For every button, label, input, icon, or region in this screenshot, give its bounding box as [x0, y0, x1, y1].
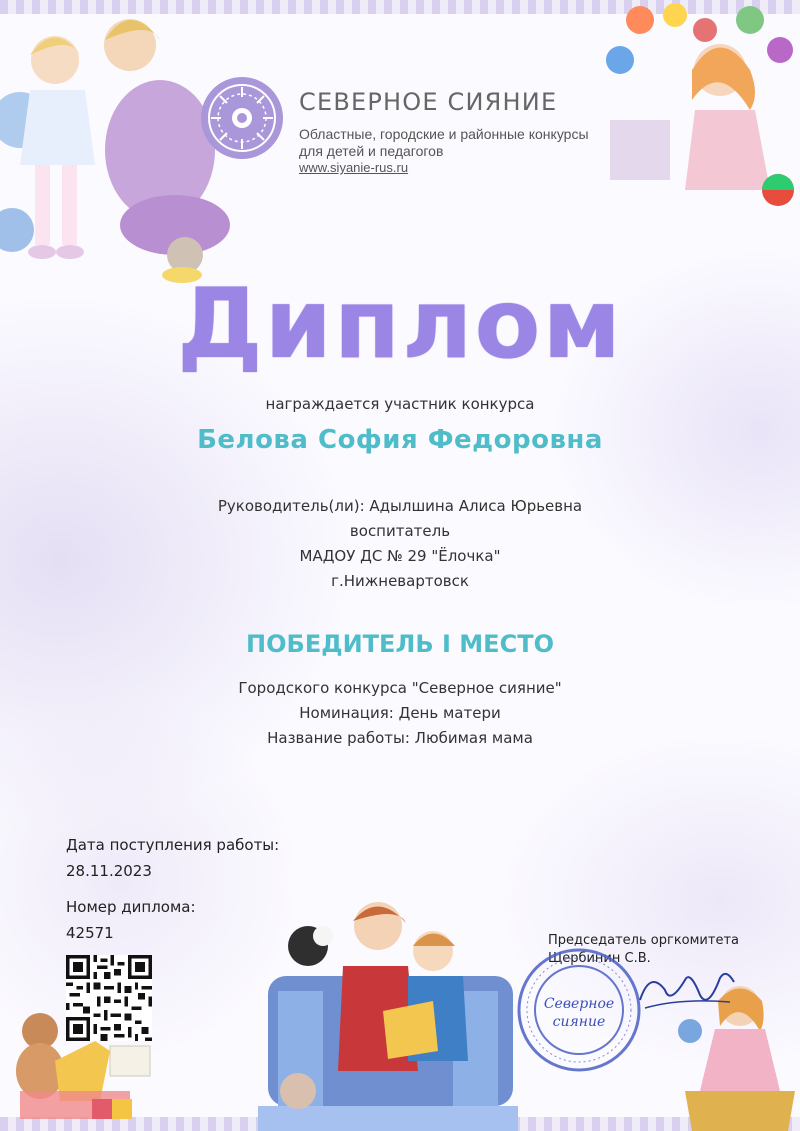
- girl-playing-illustration: [600, 0, 800, 210]
- tagline-line-1: Областные, городские и районные конкурсы: [299, 126, 589, 142]
- diploma-title: Диплом: [177, 268, 623, 380]
- contest-line: Городского конкурса "Северное сияние": [238, 679, 562, 697]
- work-title-line: Название работы: Любимая мама: [267, 729, 533, 747]
- organization-line: МАДОУ ДС № 29 "Ёлочка": [299, 547, 501, 565]
- tagline-line-2: для детей и педагогов: [299, 143, 444, 159]
- leader-block: [0, 494, 800, 594]
- official-seal-stamp: [515, 946, 643, 1074]
- mother-reading-illustration: [258, 901, 518, 1131]
- position-line: воспитатель: [349, 522, 451, 540]
- brand-tagline: [299, 126, 619, 160]
- northern-lights-logo-icon: [199, 75, 285, 161]
- awarded-text: награждается участник конкурса: [265, 395, 535, 413]
- diploma-number-value: 42571: [66, 924, 114, 942]
- svg-text:Северное: Северное: [543, 996, 615, 1012]
- chairman-name: Щербинин С.В.: [548, 951, 651, 966]
- city-line: г.Нижневартовск: [331, 572, 469, 590]
- website-link[interactable]: www.siyanie-rus.ru: [299, 160, 409, 175]
- date-value: 28.11.2023: [66, 862, 152, 880]
- leader-line: Руководитель(ли): Адылшина Алиса Юрьевна: [217, 497, 583, 515]
- brand-name: СЕВЕРНОЕ СИЯНИЕ: [299, 88, 558, 116]
- nomination-line: Номинация: День матери: [299, 704, 501, 722]
- chairman-title: Председатель оргкомитета: [548, 933, 739, 948]
- date-label: Дата поступления работы:: [66, 836, 280, 854]
- signature-scribble: [630, 960, 740, 1020]
- place-heading: ПОБЕДИТЕЛЬ I МЕСТО: [246, 630, 554, 658]
- qr-code[interactable]: [66, 955, 152, 1041]
- svg-text:сияние: сияние: [552, 1014, 606, 1030]
- diploma-number-label: Номер диплома:: [66, 898, 196, 916]
- contest-block: [0, 676, 800, 751]
- participant-name: Белова София Федоровна: [197, 425, 603, 455]
